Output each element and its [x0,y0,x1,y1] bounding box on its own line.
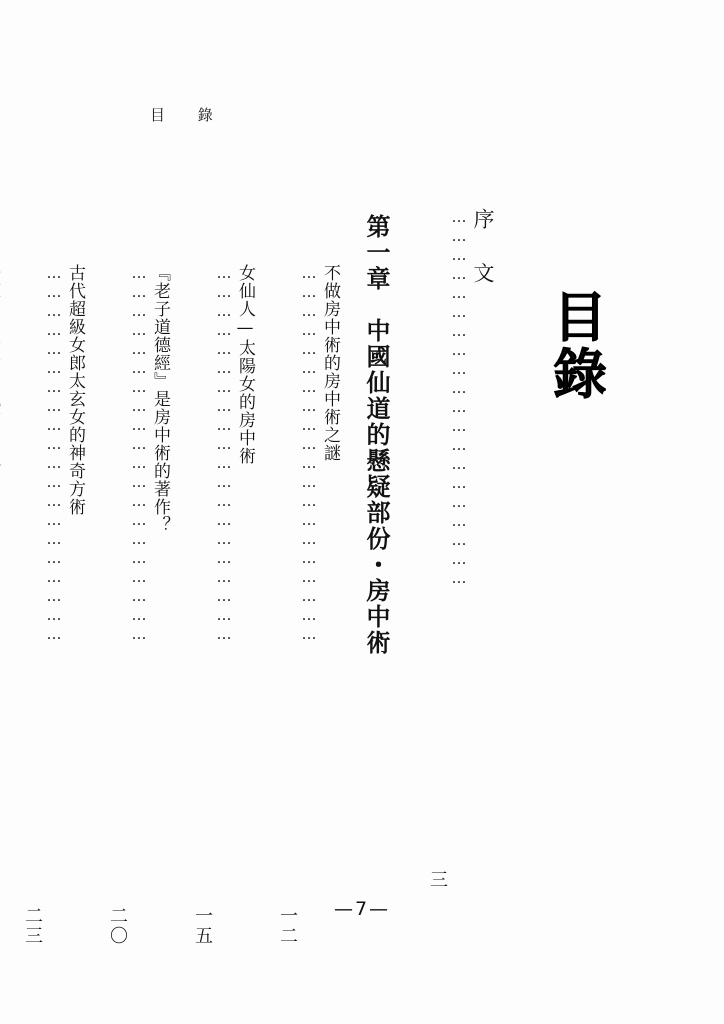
toc-entry-preface[interactable] [424,208,498,892]
running-head: 目 錄 [150,106,227,124]
toc-entry-label: 序 文 [471,208,495,289]
toc-entry-1-2[interactable] [189,264,258,948]
page-number: —7— [333,898,391,920]
leader-dots: …………………………………………………… [45,264,63,644]
toc-entry-label: 『老子道德經』是房中術的著作？ [150,264,170,534]
toc-entry-label: 古代超級女郎太玄女的神奇方術 [65,264,85,516]
toc-entry-page: 一二 [277,906,298,946]
toc-entry-label [0,264,3,480]
toc-entry-page: 三 [427,870,448,890]
title-char-1: 目 [553,286,609,349]
leader-dots: …………………………………………………… [450,208,468,588]
toc-entry-1-5[interactable] [0,264,3,948]
toc-entry-1-4[interactable] [19,264,88,948]
leader-dots: …………………………………………………… [215,264,233,644]
leader-dots: …………………………………………………… [300,264,318,644]
title-char-2: 錄 [553,342,609,406]
toc-entry-page: 二三 [22,906,43,946]
toc-entry-1-3[interactable] [104,264,173,948]
toc-entry-label: 女仙人—太陽女的房中術 [235,264,255,465]
toc-chapter-1[interactable] [359,214,394,898]
leader-dots: …………………………………………………… [130,264,148,644]
toc-entry-label: 不做房中術的房中術之謎 [320,264,340,462]
page-title [546,286,616,406]
toc-chapter-label: 第一章 中國仙道的懸疑部份・房中術 [362,214,390,656]
toc-entry-1-1[interactable] [274,264,343,948]
toc-entry-page: 一五 [192,906,213,946]
toc-entry-page: 二〇 [107,906,128,946]
toc-list [22,190,534,946]
